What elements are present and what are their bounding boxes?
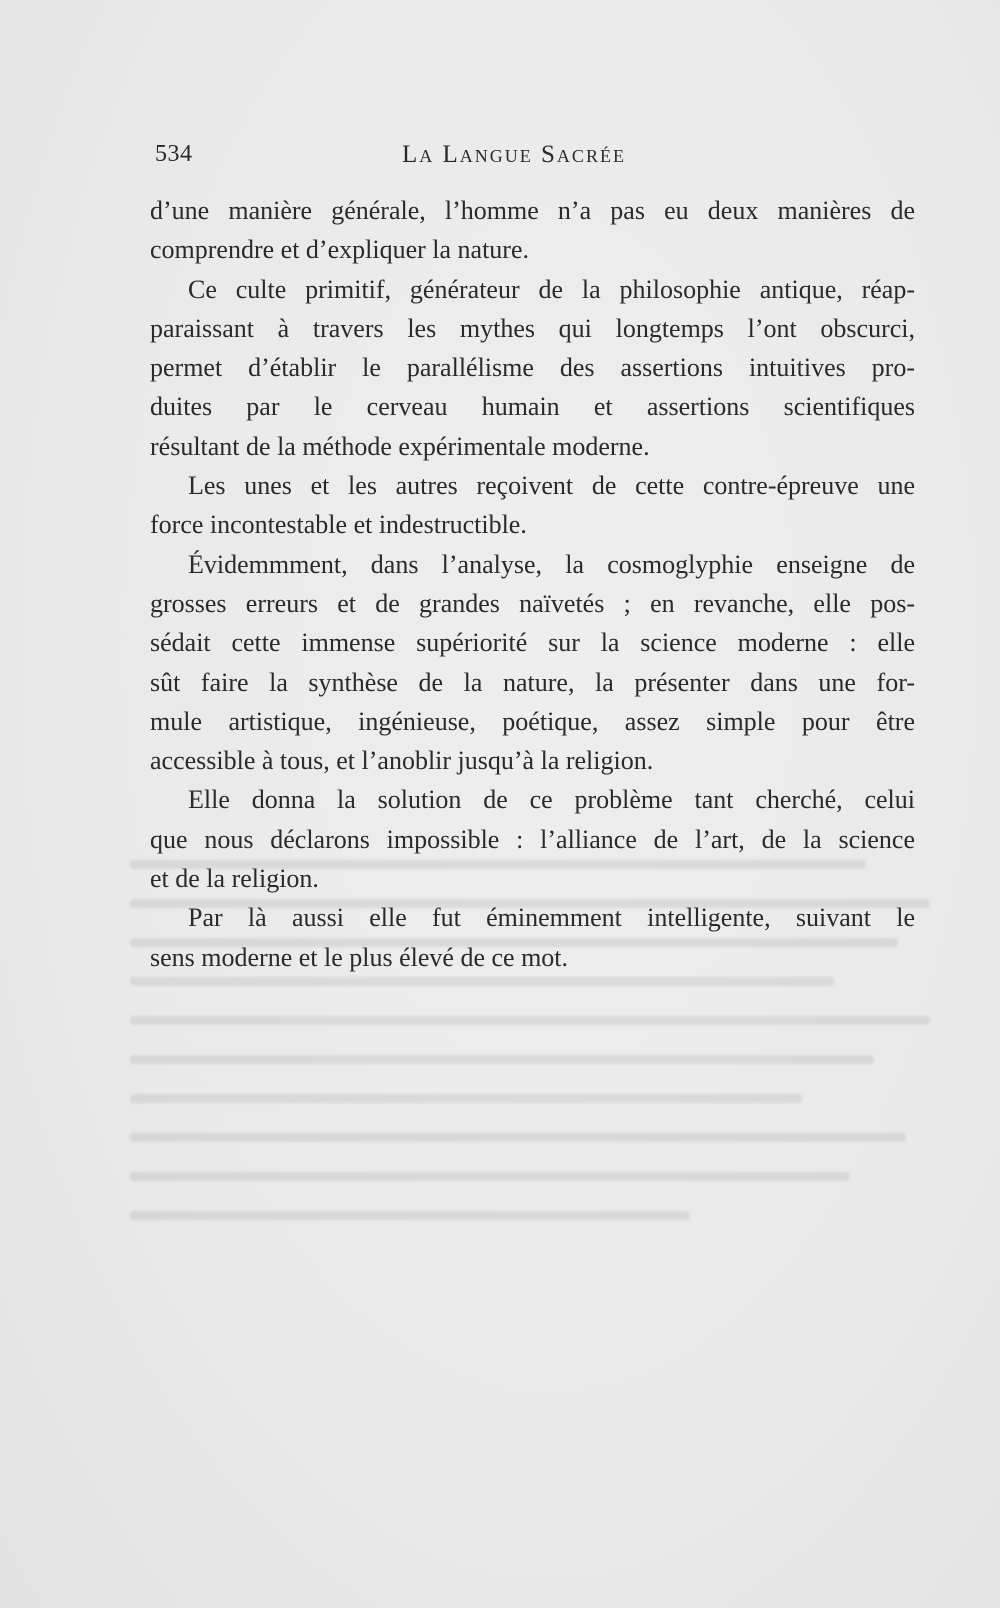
text-line: Évidemmment, dans l’analyse, la cosmoglyphie enseigne de bbox=[188, 549, 915, 579]
text-line: Ce culte primitif, générateur de la philosophie antique, réap- bbox=[188, 274, 915, 304]
text-line: paraissant à travers les mythes qui longtemps l’ont obscurci, bbox=[150, 313, 915, 343]
text-line: sens moderne et le plus élevé de ce mot. bbox=[150, 942, 569, 972]
body-text bbox=[150, 191, 915, 977]
text-line: que nous déclarons impossible : l’alliance de l’art, de la science bbox=[150, 824, 915, 854]
text-line: accessible à tous, et l’anoblir jusqu’à la religion. bbox=[150, 746, 654, 776]
text-line: sût faire la synthèse de la nature, la présenter dans une for- bbox=[150, 667, 915, 697]
text-line: duites par le cerveau humain et assertions scientifiques bbox=[150, 392, 915, 422]
text-line: mule artistique, ingénieuse, poétique, assez simple pour être bbox=[150, 706, 915, 736]
text-line: force incontestable et indestructible. bbox=[150, 510, 527, 540]
running-head bbox=[155, 141, 890, 173]
text-line: d’une manière générale, l’homme n’a pas eu deux manières de bbox=[150, 196, 915, 225]
text-line: grosses erreurs et de grandes naïvetés ; en revanche, elle pos- bbox=[150, 588, 915, 618]
text-line: et de la religion. bbox=[150, 864, 319, 894]
text-line: Les unes et les autres reçoivent de cette contre-épreuve une bbox=[188, 471, 915, 501]
text-line: comprendre et d’expliquer la nature. bbox=[150, 235, 529, 265]
text-line: résultant de la méthode expérimentale moderne. bbox=[150, 431, 650, 461]
page-number: 534 bbox=[155, 141, 193, 167]
text-line: permet d’établir le parallélisme des assertions intuitives pro- bbox=[150, 353, 915, 383]
text-line: Elle donna la solution de ce problème tant cherché, celui bbox=[188, 785, 915, 815]
text-line: sédait cette immense supériorité sur la science moderne : elle bbox=[150, 628, 915, 658]
book-title: La Langue Sacrée bbox=[402, 141, 626, 168]
text-line: Par là aussi elle fut éminemment intelligente, suivant le bbox=[188, 903, 915, 933]
